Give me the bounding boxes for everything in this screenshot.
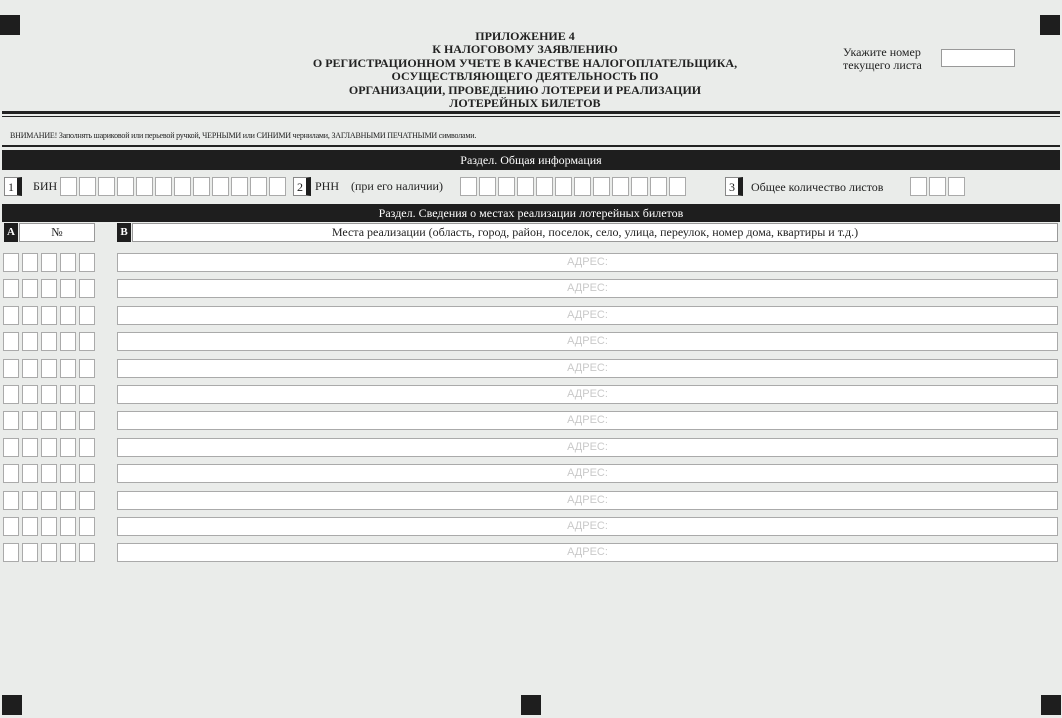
row-number-cell[interactable]	[41, 332, 57, 351]
bin-digit-cell[interactable]	[193, 177, 210, 196]
fill-instructions: ВНИМАНИЕ! Заполнять шариковой или перьевой ручкой, ЧЕРНЫМИ или СИНИМИ чернилами, ЗАГЛАВНЫМИ ПЕЧАТНЫМИ символами.	[10, 131, 477, 140]
row-number-cell[interactable]	[41, 253, 57, 272]
address-input[interactable]: АДРЕС:	[117, 491, 1058, 510]
row-number-cell[interactable]	[3, 359, 19, 378]
row-number-cell[interactable]	[60, 279, 76, 298]
rnn-digit-cell[interactable]	[593, 177, 610, 196]
section-general-header: Раздел. Общая информация	[2, 150, 1060, 170]
bin-digit-cell[interactable]	[117, 177, 134, 196]
row-number-cell[interactable]	[79, 279, 95, 298]
rnn-digit-cell[interactable]	[498, 177, 515, 196]
row-number-cell[interactable]	[41, 438, 57, 457]
rnn-digit-cell[interactable]	[612, 177, 629, 196]
row-number-cell[interactable]	[22, 464, 38, 483]
address-row	[0, 491, 1062, 510]
address-row	[0, 279, 1062, 298]
address-input[interactable]: АДРЕС:	[117, 385, 1058, 404]
bin-digit-cell[interactable]	[60, 177, 77, 196]
row-number-cell[interactable]	[79, 543, 95, 562]
address-row	[0, 464, 1062, 483]
row-number-cell[interactable]	[22, 491, 38, 510]
row-number-cell[interactable]	[3, 385, 19, 404]
bin-digit-cell[interactable]	[231, 177, 248, 196]
row-number-cell[interactable]	[60, 385, 76, 404]
row-number-cell[interactable]	[3, 438, 19, 457]
row-number-cell[interactable]	[79, 411, 95, 430]
sheet-number-label	[843, 46, 922, 72]
address-row	[0, 411, 1062, 430]
rnn-digit-cell[interactable]	[517, 177, 534, 196]
row-number-cell[interactable]	[22, 332, 38, 351]
sheet-count-digit-cell[interactable]	[929, 177, 946, 196]
row-number-cell[interactable]	[79, 332, 95, 351]
row-number-cell[interactable]	[3, 464, 19, 483]
address-row	[0, 543, 1062, 562]
rnn-digit-cell[interactable]	[574, 177, 591, 196]
row-number-cell[interactable]	[41, 306, 57, 325]
form-title-line: ЛОТЕРЕЙНЫХ БИЛЕТОВ	[449, 96, 601, 111]
form-title-line: ПРИЛОЖЕНИЕ 4	[475, 29, 575, 43]
row-number-cell[interactable]	[60, 411, 76, 430]
sheet-count-digit-cell[interactable]	[948, 177, 965, 196]
row-number-cell[interactable]	[22, 438, 38, 457]
header-divider-thin	[2, 116, 1060, 117]
form-title-line: О РЕГИСТРАЦИОННОМ УЧЕТЕ В КАЧЕСТВЕ НАЛОГОПЛАТЕЛЬЩИКА,	[312, 55, 738, 70]
row-number-cell[interactable]	[41, 464, 57, 483]
column-b-header: Места реализации (область, город, район, поселок, село, улица, переулок, номер дома, квартиры и т.д.)	[132, 223, 1058, 242]
address-input[interactable]: АДРЕС:	[117, 306, 1058, 325]
row-number-cell[interactable]	[3, 543, 19, 562]
row-number-cell[interactable]	[41, 543, 57, 562]
row-number-cell[interactable]	[22, 385, 38, 404]
column-a-letter: A	[4, 223, 18, 242]
bin-label: БИН	[33, 179, 58, 193]
row-number-cell[interactable]	[60, 543, 76, 562]
rnn-digit-cell[interactable]	[460, 177, 477, 196]
row-number-cell[interactable]	[41, 279, 57, 298]
row-number-cell[interactable]	[41, 385, 57, 404]
row-number-cell[interactable]	[3, 306, 19, 325]
address-input[interactable]: АДРЕС:	[117, 438, 1058, 457]
row-number-cell[interactable]	[60, 253, 76, 272]
row-number-cell[interactable]	[79, 464, 95, 483]
section-places-header: Раздел. Сведения о местах реализации лотерейных билетов	[2, 204, 1060, 222]
bin-digit-cell[interactable]	[136, 177, 153, 196]
row-number-cell[interactable]	[60, 517, 76, 536]
row-number-cell[interactable]	[60, 359, 76, 378]
address-row	[0, 517, 1062, 536]
row-number-cell[interactable]	[22, 306, 38, 325]
address-row	[0, 253, 1062, 272]
header-divider	[2, 111, 1060, 114]
address-input[interactable]: АДРЕС:	[117, 359, 1058, 378]
bin-digit-cell[interactable]	[212, 177, 229, 196]
row-number-cell[interactable]	[41, 411, 57, 430]
rnn-digit-cell[interactable]	[536, 177, 553, 196]
form-title-line: К НАЛОГОВОМУ ЗАЯВЛЕНИЮ	[432, 42, 618, 57]
row-number-cell[interactable]	[3, 253, 19, 272]
bin-digit-cell[interactable]	[98, 177, 115, 196]
row-number-cell[interactable]	[60, 306, 76, 325]
row-number-cell[interactable]	[41, 517, 57, 536]
row-number-cell[interactable]	[22, 411, 38, 430]
registration-marker-top-right	[1040, 15, 1060, 35]
row-number-cell[interactable]	[79, 385, 95, 404]
rnn-digit-cell[interactable]	[555, 177, 572, 196]
form-title-line: ОРГАНИЗАЦИИ, ПРОВЕДЕНИЮ ЛОТЕРЕИ И РЕАЛИЗАЦИИ	[348, 82, 702, 97]
registration-marker-bottom-center	[521, 695, 541, 715]
registration-marker-top-left	[0, 15, 20, 35]
rnn-digit-cell[interactable]	[669, 177, 686, 196]
address-input[interactable]: АДРЕС:	[117, 517, 1058, 536]
row-number-cell[interactable]	[3, 279, 19, 298]
address-row	[0, 332, 1062, 351]
row-number-cell[interactable]	[79, 306, 95, 325]
registration-marker-bottom-right	[1041, 695, 1061, 715]
row-number-cell[interactable]	[22, 543, 38, 562]
rnn-digit-cell[interactable]	[631, 177, 648, 196]
bin-digit-cell[interactable]	[250, 177, 267, 196]
row-number-cell[interactable]	[60, 491, 76, 510]
row-number-cell[interactable]	[79, 253, 95, 272]
rnn-label: РНН (при его наличии)	[315, 179, 443, 193]
form-title	[290, 30, 760, 110]
row-number-cell[interactable]	[22, 517, 38, 536]
row-number-cell[interactable]	[79, 438, 95, 457]
rnn-digit-cell[interactable]	[479, 177, 496, 196]
row-number-cell[interactable]	[22, 359, 38, 378]
row-number-cell[interactable]	[3, 491, 19, 510]
address-input[interactable]: АДРЕС:	[117, 411, 1058, 430]
sheet-number-label-line: Укажите номер	[843, 45, 921, 59]
field-1-number: 1	[4, 177, 22, 196]
field-3-number: 3	[725, 177, 743, 196]
registration-marker-bottom-left	[2, 695, 22, 715]
address-input[interactable]: АДРЕС:	[117, 464, 1058, 483]
address-row	[0, 359, 1062, 378]
address-input[interactable]: АДРЕС:	[117, 543, 1058, 562]
row-number-cell[interactable]	[60, 332, 76, 351]
address-row	[0, 306, 1062, 325]
row-number-cell[interactable]	[79, 359, 95, 378]
bin-digit-cell[interactable]	[174, 177, 191, 196]
row-number-cell[interactable]	[22, 253, 38, 272]
bin-digit-cell[interactable]	[269, 177, 286, 196]
column-a-header: №	[19, 223, 95, 242]
row-number-cell[interactable]	[41, 491, 57, 510]
row-number-cell[interactable]	[3, 517, 19, 536]
row-number-cell[interactable]	[79, 491, 95, 510]
address-input[interactable]: АДРЕС:	[117, 279, 1058, 298]
sheet-number-input[interactable]	[941, 49, 1015, 67]
address-row	[0, 385, 1062, 404]
row-number-cell[interactable]	[79, 517, 95, 536]
sheet-number-label-line: текущего листа	[843, 58, 922, 72]
sheet-count-digit-cell[interactable]	[910, 177, 927, 196]
rnn-digit-cell[interactable]	[650, 177, 667, 196]
warning-divider	[2, 145, 1060, 147]
field-2-number: 2	[293, 177, 311, 196]
row-number-cell[interactable]	[60, 438, 76, 457]
row-number-cell[interactable]	[22, 279, 38, 298]
address-row	[0, 438, 1062, 457]
address-input[interactable]: АДРЕС:	[117, 332, 1058, 351]
row-number-cell[interactable]	[3, 332, 19, 351]
bin-digit-cell[interactable]	[155, 177, 172, 196]
row-number-cell[interactable]	[41, 359, 57, 378]
form-title-line: ОСУЩЕСТВЛЯЮЩЕГО ДЕЯТЕЛЬНОСТЬ ПО	[391, 69, 659, 84]
row-number-cell[interactable]	[60, 464, 76, 483]
address-input[interactable]: АДРЕС:	[117, 253, 1058, 272]
row-number-cell[interactable]	[3, 411, 19, 430]
sheet-count-label: Общее количество листов	[751, 180, 884, 194]
bin-digit-cell[interactable]	[79, 177, 96, 196]
column-b-letter: B	[117, 223, 131, 242]
